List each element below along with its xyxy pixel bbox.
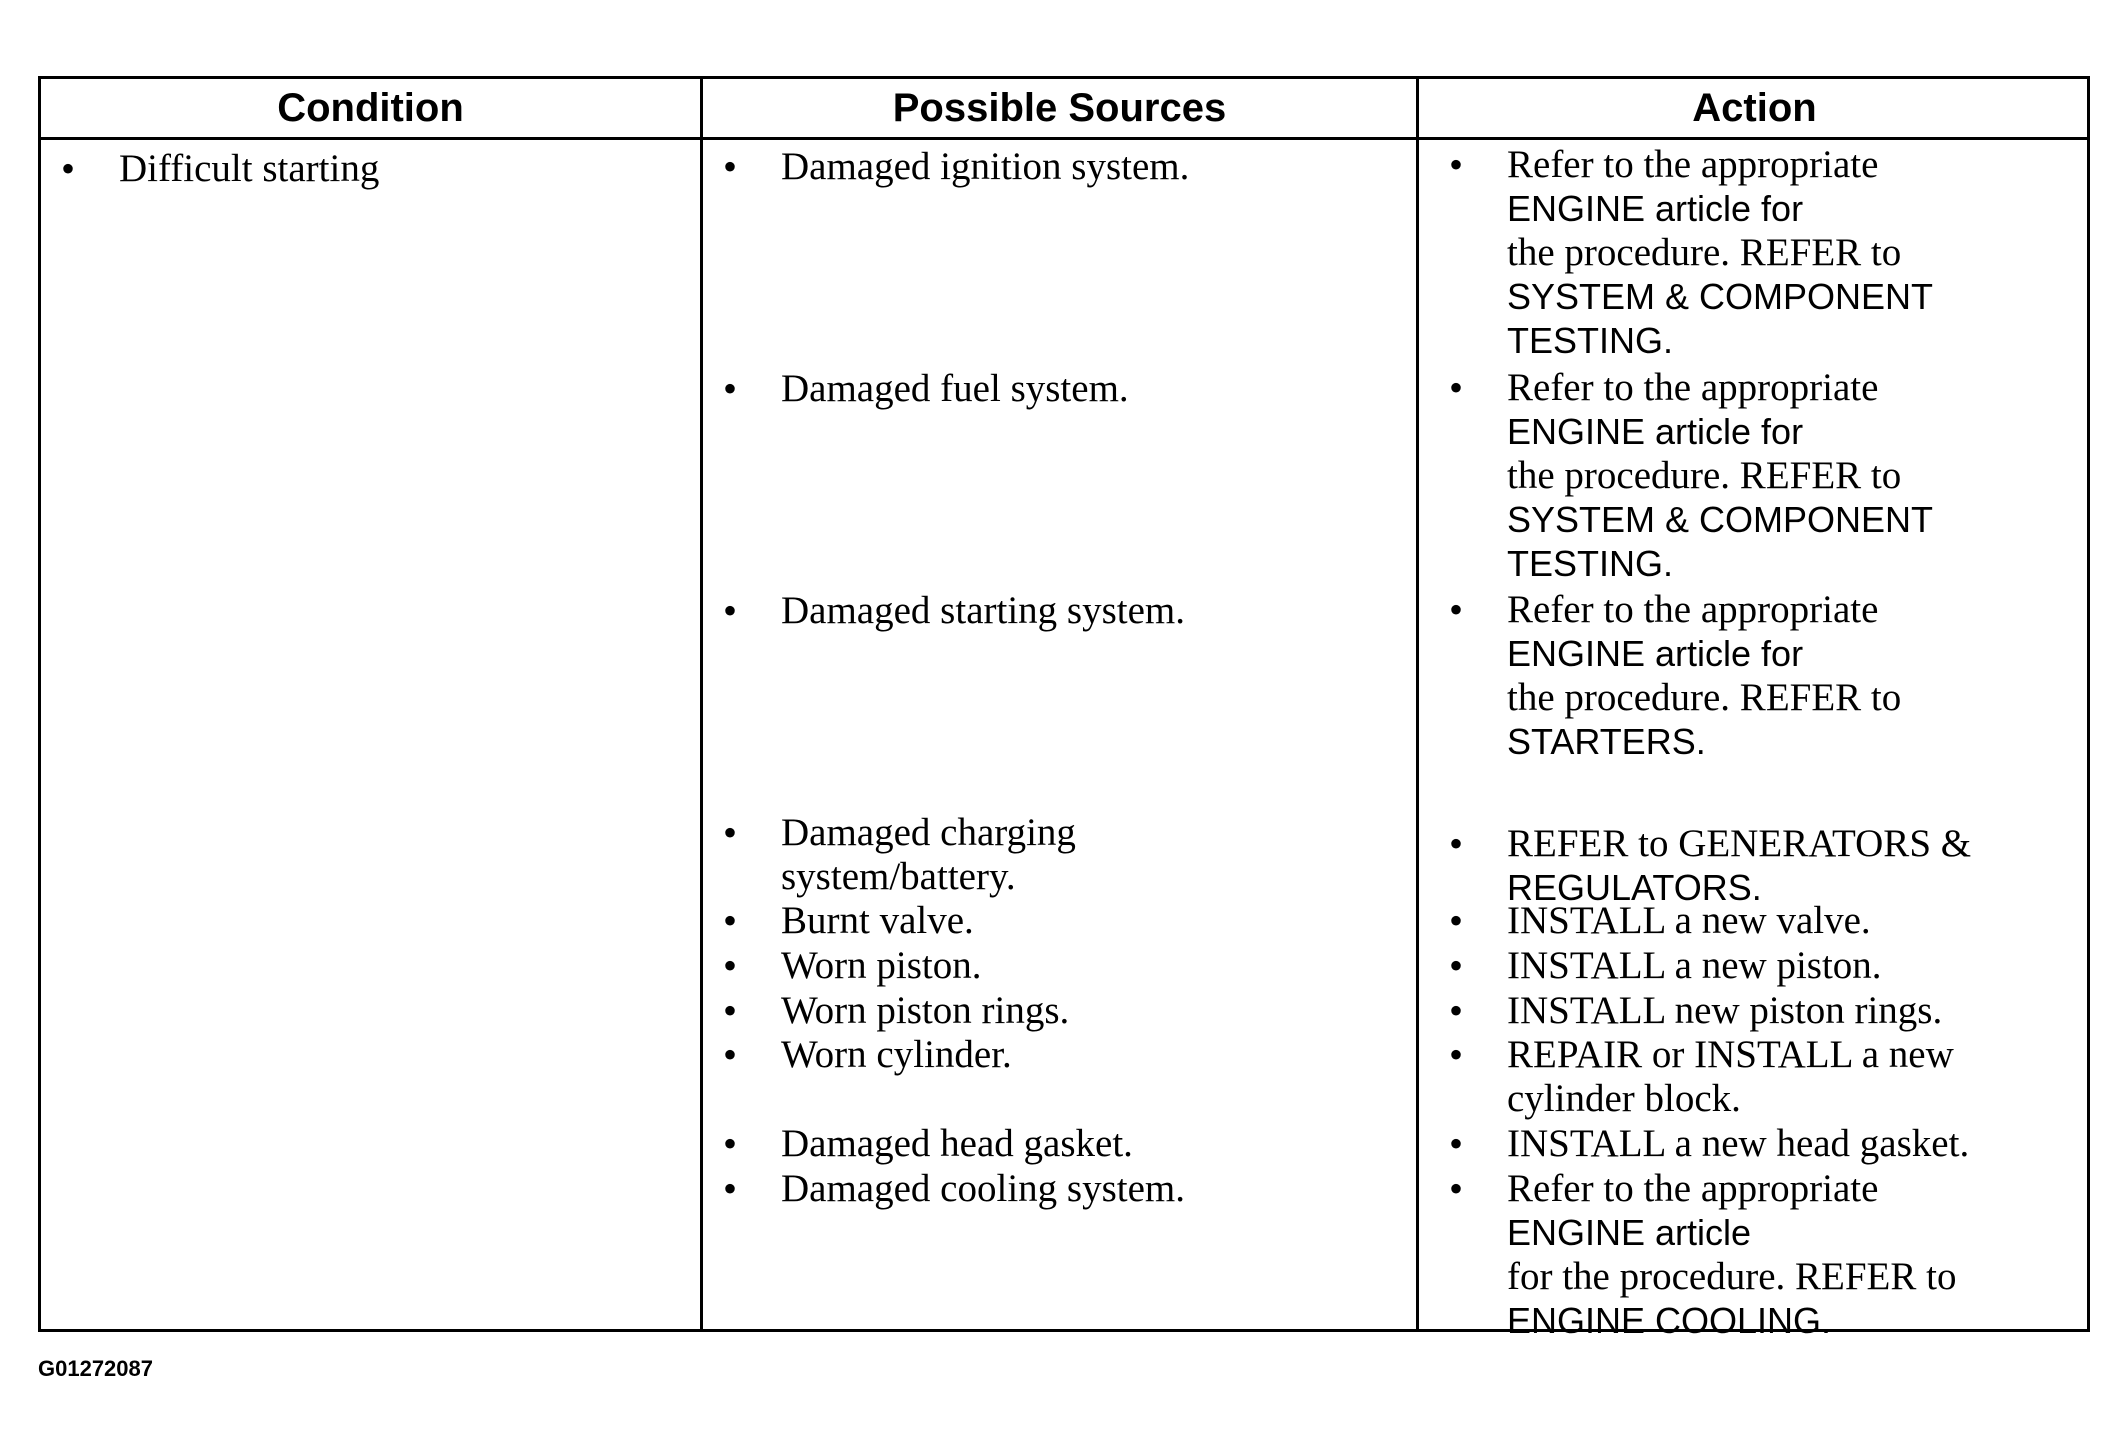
figure-id: G01272087 [38,1356,153,1381]
action-item-line: Refer to the appropriate [1507,1167,1879,1210]
source-item-line: Damaged cooling system. [781,1167,1185,1210]
action-item-line: cylinder block. [1507,1077,1741,1120]
source-item [781,899,974,943]
action-item-line: REPAIR or INSTALL a new [1507,1033,1954,1076]
bullet-icon: • [1449,587,1464,632]
action-item [1507,366,1933,586]
bullet-icon: • [1449,943,1464,988]
bullet-icon: • [1449,365,1464,410]
bullet-icon: • [723,810,738,855]
header-condition: Condition [277,86,464,130]
bullet-icon: • [723,366,738,411]
source-item-line: Damaged head gasket. [781,1122,1133,1165]
action-item-line: TESTING. [1507,320,1674,361]
bullet-icon: • [723,898,738,943]
source-item [781,1033,1012,1077]
bullet-icon: • [1449,988,1464,1033]
action-item [1507,1122,1969,1166]
source-item [781,367,1129,411]
source-item-line: Worn cylinder. [781,1033,1012,1076]
source-item-line: Damaged starting system. [781,589,1185,632]
column-divider [1416,79,1419,1329]
bullet-icon: • [723,144,738,189]
bullet-icon: • [1449,1032,1464,1077]
action-item-line: Refer to the appropriate [1507,588,1879,631]
bullet-icon: • [1449,1166,1464,1211]
bullet-icon: • [723,588,738,633]
action-item-line: the procedure. REFER to [1507,676,1902,719]
column-divider [700,79,703,1329]
bullet-icon: • [1449,898,1464,943]
header-action: Action [1692,86,1817,130]
action-item-line: REGULATORS. [1507,867,1762,908]
action-item-line: ENGINE article for [1507,411,1804,452]
bullet-icon: • [723,1166,738,1211]
action-item-line: ENGINE COOLING. [1507,1300,1832,1341]
source-item-line: Worn piston rings. [781,989,1070,1032]
action-item [1507,588,1901,764]
action-item [1507,989,1942,1033]
action-item-line: INSTALL a new valve. [1507,899,1871,942]
action-item-line: the procedure. REFER to [1507,231,1902,274]
bullet-icon: • [723,988,738,1033]
bullet-icon: • [723,1121,738,1166]
action-item-line: INSTALL a new piston. [1507,944,1882,987]
action-item-line: REFER to GENERATORS & [1507,822,1972,865]
action-item-line: STARTERS. [1507,721,1706,762]
action-item-line: INSTALL a new head gasket. [1507,1122,1970,1165]
source-item [781,811,1076,899]
source-item-line: Damaged ignition system. [781,145,1190,188]
action-item-line: Refer to the appropriate [1507,143,1879,186]
action-item-line: SYSTEM & COMPONENT [1507,499,1934,540]
action-item [1507,899,1871,943]
source-item [781,989,1069,1033]
source-item [781,145,1189,189]
action-item-line: SYSTEM & COMPONENT [1507,276,1934,317]
action-item-line: INSTALL new piston rings. [1507,989,1943,1032]
action-item-line: ENGINE article for [1507,188,1804,229]
action-item-line: Refer to the appropriate [1507,366,1879,409]
action-item [1507,1167,1956,1343]
bullet-icon: • [1449,142,1464,187]
source-item [781,1122,1133,1166]
action-item-line: for the procedure. REFER to [1507,1255,1957,1298]
action-item [1507,143,1933,363]
action-item [1507,944,1882,988]
source-item [781,944,982,988]
source-item-line: Damaged fuel system. [781,367,1129,410]
action-item [1507,822,1971,910]
condition-text: Difficult starting [119,147,380,190]
bullet-icon: • [61,146,76,191]
action-item-line: ENGINE article for [1507,633,1804,674]
header-possible-sources: Possible Sources [892,86,1227,130]
source-item-line: Damaged charging [781,811,1076,854]
source-item-line: Worn piston. [781,944,982,987]
action-item-line: the procedure. REFER to [1507,454,1902,497]
action-item-line: ENGINE article [1507,1212,1752,1253]
bullet-icon: • [1449,821,1464,866]
bullet-icon: • [723,1032,738,1077]
action-item-line: TESTING. [1507,543,1674,584]
action-item [1507,1033,1954,1121]
source-item [781,1167,1185,1211]
header-divider [41,137,2087,140]
bullet-icon: • [723,943,738,988]
source-item-line: system/battery. [781,855,1016,898]
source-item [781,589,1185,633]
bullet-icon: • [1449,1121,1464,1166]
troubleshooting-table [38,76,2090,1341]
source-item-line: Burnt valve. [781,899,974,942]
